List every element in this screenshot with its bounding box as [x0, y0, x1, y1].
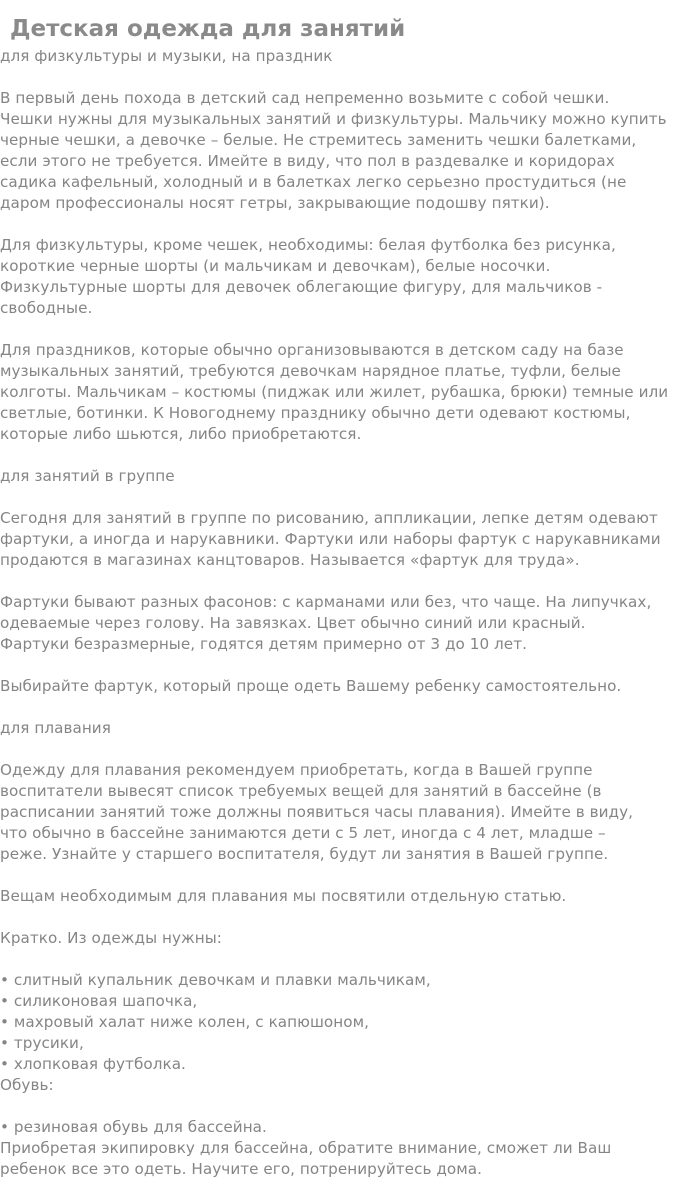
- text-line: короткие черные шорты (и мальчикам и девочкам), белые носочки.: [0, 257, 551, 275]
- text-line: даром профессионалы носят гетры, закрывающие подошву пятки).: [0, 194, 550, 212]
- paragraph-spacer: [0, 487, 700, 508]
- list-item: • трусики,: [0, 1034, 84, 1052]
- list-item: • слитный купальник девочкам и плавки мальчикам,: [0, 971, 431, 989]
- text-line: черные чешки, а девочке – белые. Не стремитесь заменить чешки балетками,: [0, 131, 637, 149]
- paragraph-spacer: [0, 865, 700, 886]
- article-title: Детская одежда для занятий: [10, 16, 406, 42]
- text-line: колготы. Мальчикам – костюмы (пиджак или жилет, рубашка, брюки) темные или: [0, 383, 669, 401]
- text-line: что обычно в бассейне занимаются дети с 5 лет, иногда с 4 лет, младше –: [0, 824, 606, 842]
- text-line: если этого не требуется. Имейте в виду, что пол в раздевалке и коридорах: [0, 152, 615, 170]
- text-line: Сегодня для занятий в группе по рисованию, аппликации, лепке детям одевают: [0, 509, 658, 527]
- section-heading: для занятий в группе: [0, 467, 175, 485]
- list-item: • резиновая обувь для бассейна.: [0, 1118, 267, 1136]
- paragraph-spacer: [0, 907, 700, 928]
- subtitle: для физкультуры и музыки, на праздник: [0, 47, 333, 65]
- text-line: музыкальных занятий, требуются девочкам нарядное платье, туфли, белые: [0, 362, 621, 380]
- paragraph-spacer: [0, 949, 700, 970]
- text-line: Выбирайте фартук, который проще одеть Вашему ребенку самостоятельно.: [0, 677, 622, 695]
- text-line: В первый день похода в детский сад непременно возьмите с собой чешки.: [0, 89, 610, 107]
- text-line: свободные.: [0, 299, 93, 317]
- text-line: Чешки нужны для музыкальных занятий и физкультуры. Мальчику можно купить: [0, 110, 667, 128]
- text-line: реже. Узнайте у старшего воспитателя, будут ли занятия в Вашей группе.: [0, 845, 609, 863]
- text-line: Фартуки бывают разных фасонов: с карманами или без, что чаще. На липучках,: [0, 593, 652, 611]
- text-line: которые либо шьются, либо приобретаются.: [0, 425, 362, 443]
- paragraph-spacer: [0, 697, 700, 718]
- paragraph-spacer: [0, 67, 700, 88]
- paragraph-spacer: [0, 445, 700, 466]
- paragraph-spacer: [0, 655, 700, 676]
- text-line: Для физкультуры, кроме чешек, необходимы: белая футболка без рисунка,: [0, 236, 616, 254]
- list-item: • махровый халат ниже колен, с капюшоном,: [0, 1013, 369, 1031]
- paragraph-spacer: [0, 319, 700, 340]
- text-line: продаются в магазинах канцтоваров. Называется «фартук для труда».: [0, 551, 580, 569]
- text-line: Фартуки безразмерные, годятся детям примерно от 3 до 10 лет.: [0, 635, 527, 653]
- text-line: одеваемые через голову. На завязках. Цвет обычно синий или красный.: [0, 614, 586, 632]
- text-line: ребенок все это одеть. Научите его, потренируйтесь дома.: [0, 1160, 482, 1178]
- text-line: садика кафельный, холодный и в балетках легко серьезно простудиться (не: [0, 173, 627, 191]
- text-line: воспитатели вывесят список требуемых вещей для занятий в бассейне (в: [0, 782, 602, 800]
- text-line: Обувь:: [0, 1076, 54, 1094]
- text-line: Для праздников, которые обычно организовываются в детском саду на базе: [0, 341, 624, 359]
- list-item: • силиконовая шапочка,: [0, 992, 198, 1010]
- text-line: Физкультурные шорты для девочек облегающие фигуру, для мальчиков -: [0, 278, 603, 296]
- paragraph-spacer: [0, 1096, 700, 1117]
- text-line: Одежду для плавания рекомендуем приобретать, когда в Вашей группе: [0, 761, 593, 779]
- text-line: расписании занятий тоже должны появиться часы плавания). Имейте в виду,: [0, 803, 634, 821]
- text-line: Вещам необходимым для плавания мы посвятили отдельную статью.: [0, 887, 567, 905]
- text-line: фартуки, а иногда и нарукавники. Фартуки или наборы фартук с нарукавниками: [0, 530, 661, 548]
- text-line: светлые, ботинки. К Новогоднему празднику обычно дети одевают костюмы,: [0, 404, 631, 422]
- paragraph-spacer: [0, 214, 700, 235]
- list-item: • хлопковая футболка.: [0, 1055, 186, 1073]
- text-line: Кратко. Из одежды нужны:: [0, 929, 222, 947]
- article-body: [0, 46, 700, 1180]
- paragraph-spacer: [0, 571, 700, 592]
- paragraph-spacer: [0, 739, 700, 760]
- text-line: Приобретая экипировку для бассейна, обратите внимание, сможет ли Ваш: [0, 1139, 612, 1157]
- section-heading: для плавания: [0, 719, 111, 737]
